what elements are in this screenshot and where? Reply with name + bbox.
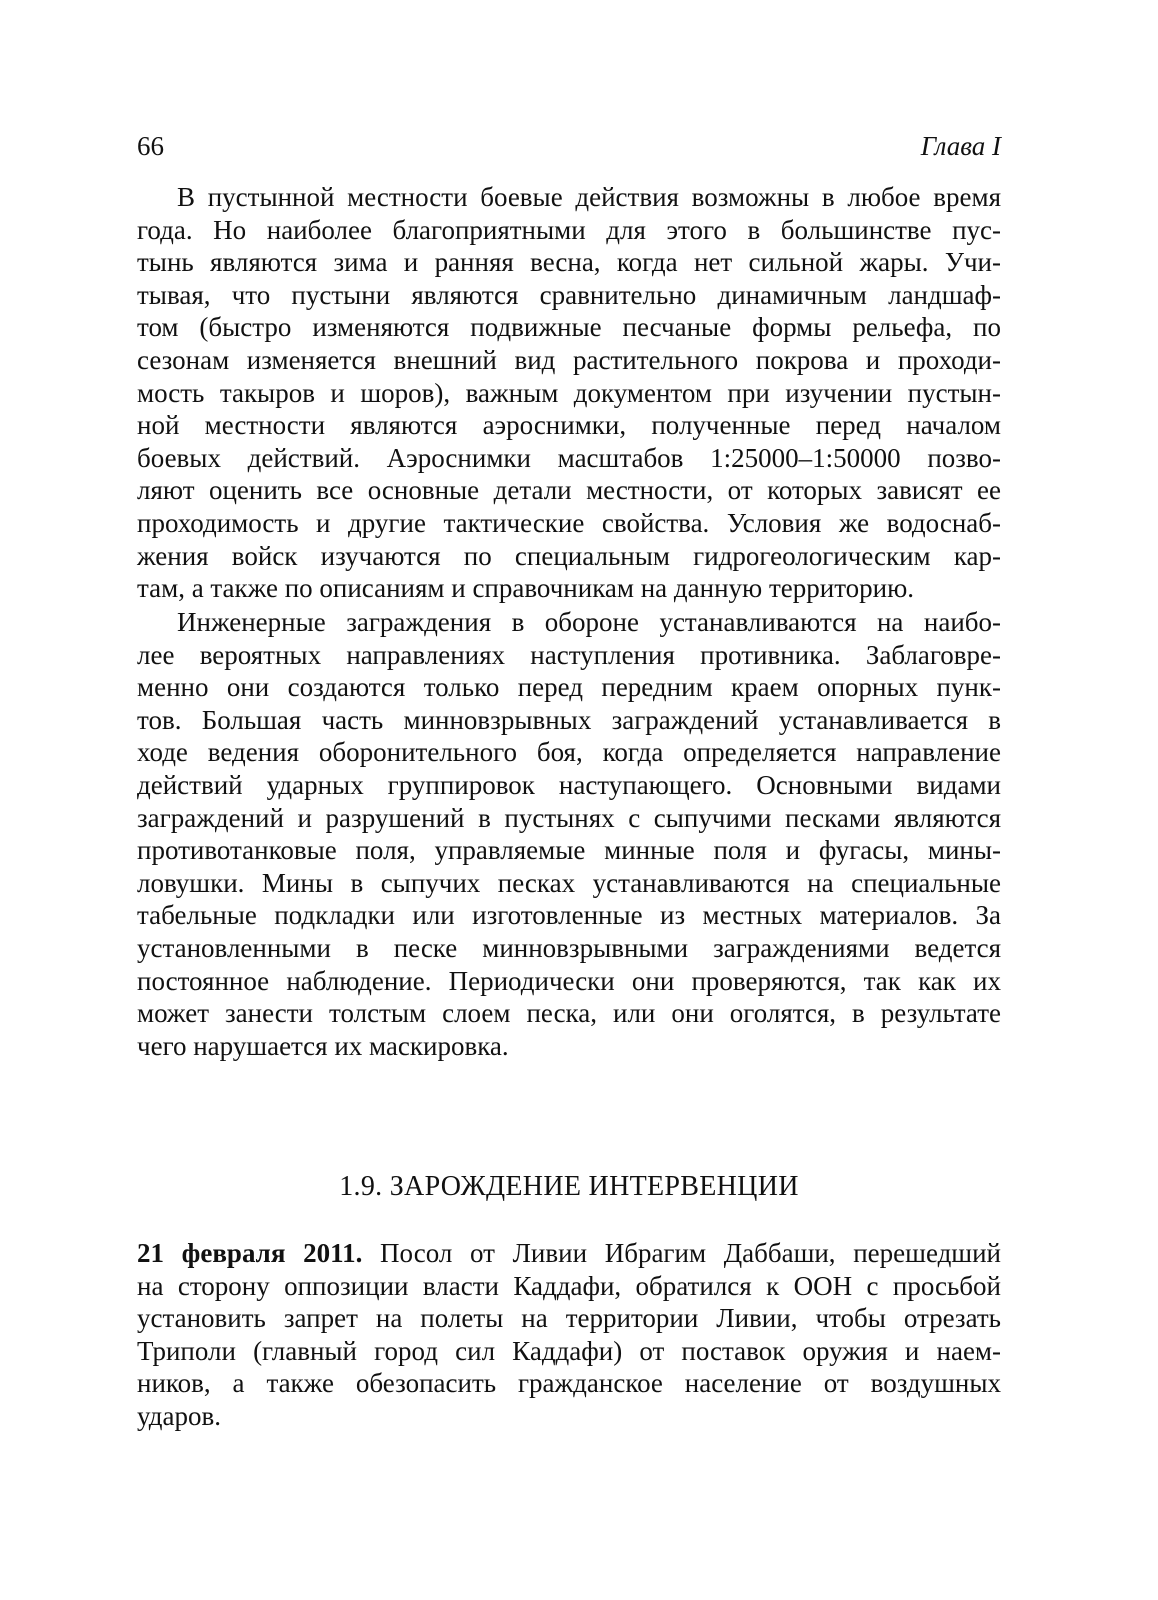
paragraph-line: тывая, что пустыни являются сравнительно динамичным ландшаф-: [137, 279, 1001, 310]
paragraph-line: противотанковые поля, управляемые минные поля и фугасы, мины-: [137, 835, 1001, 866]
page-number: 66: [137, 131, 164, 161]
entry-date: 21 февраля 2011.: [137, 1238, 363, 1268]
paragraph-line: чего нарушается их маскировка.: [137, 1030, 509, 1061]
paragraph-line: действий ударных группировок наступающего. Основными видами: [137, 769, 1001, 800]
paragraph-line: тов. Большая часть минновзрывных заграждений устанавливается в: [137, 704, 1001, 735]
paragraph-line: табельные подкладки или изготовленные из местных материалов. За: [137, 900, 1001, 931]
paragraph-line: там, а также по описаниям и справочникам на данную территорию.: [137, 573, 915, 604]
paragraph-line: года. Но наиболее благоприятными для этого в большинстве пус-: [137, 214, 1001, 245]
paragraph-line: Инженерные заграждения в обороне устанавливаются на наибо-: [177, 607, 1001, 637]
paragraph-line: ной местности являются аэроснимки, полученные перед началом: [137, 410, 1001, 441]
paragraph-line: ударов.: [137, 1400, 222, 1431]
page-header: [137, 128, 1001, 164]
paragraph-line: ловушки. Мины в сыпучих песках устанавливаются на специальные: [137, 867, 1001, 898]
paragraph-line: тынь являются зима и ранняя весна, когда нет сильной жары. Учи-: [137, 247, 1001, 278]
paragraph-line: сезонам изменяется внешний вид растительного покрова и проходи-: [137, 344, 1001, 375]
paragraph-line: В пустынной местности боевые действия возможны в любое время: [177, 182, 1001, 212]
paragraph-line: ляют оценить все основные детали местности, от которых зависят ее: [137, 475, 1001, 506]
paragraph-line: может занести толстым слоем песка, или они оголятся, в результате: [137, 998, 1001, 1029]
paragraph-line: Триполи (главный город сил Каддафи) от поставок оружия и наем-: [137, 1335, 1001, 1366]
paragraph-line: постоянное наблюдение. Периодически они проверяются, так как их: [137, 965, 1001, 996]
entry-text: Посол от Ливии Ибрагим Даббаши, перешедший: [362, 1238, 1001, 1268]
paragraph-line: боевых действий. Аэроснимки масштабов 1:25000–1:50000 позво-: [137, 442, 1001, 473]
paragraph-line: ников, а также обезопасить гражданское население от воздушных: [137, 1368, 1001, 1399]
paragraph-desert-terrain: [137, 181, 1001, 605]
running-head: Глава I: [920, 131, 1001, 161]
paragraph-line: жения войск изучаются по специальным гидрогеологическим кар-: [137, 540, 1001, 571]
paragraph-line: на сторону оппозиции власти Каддафи, обратился к ООН с просьбой: [137, 1270, 1001, 1301]
paragraph-line: заграждений и разрушений в пустынях с сыпучими песками являются: [137, 802, 1001, 833]
paragraph-line: установленными в песке минновзрывными заграждениями ведется: [137, 932, 1001, 963]
section-heading: 1.9. ЗАРОЖДЕНИЕ ИНТЕРВЕНЦИИ: [339, 1171, 799, 1202]
paragraph-line: проходимость и другие тактические свойства. Условия же водоснаб-: [137, 507, 1001, 538]
paragraph-line-first: [137, 1237, 1001, 1270]
paragraph-line: ходе ведения оборонительного боя, когда определяется направление: [137, 737, 1001, 768]
paragraph-line: установить запрет на полеты на территории Ливии, чтобы отрезать: [137, 1303, 1001, 1334]
paragraph-line: менно они создаются только перед передним краем опорных пунк-: [137, 672, 1001, 703]
paragraph-february-2011: [137, 1237, 1001, 1433]
paragraph-line: лее вероятных направлениях наступления противника. Заблаговре-: [137, 639, 1001, 670]
paragraph-line: мость такыров и шоров), важным документом при изучении пустын-: [137, 377, 1001, 408]
paragraph-line: том (быстро изменяются подвижные песчаные формы рельефа, по: [137, 312, 1001, 343]
paragraph-engineering-obstacles: [137, 606, 1001, 1062]
